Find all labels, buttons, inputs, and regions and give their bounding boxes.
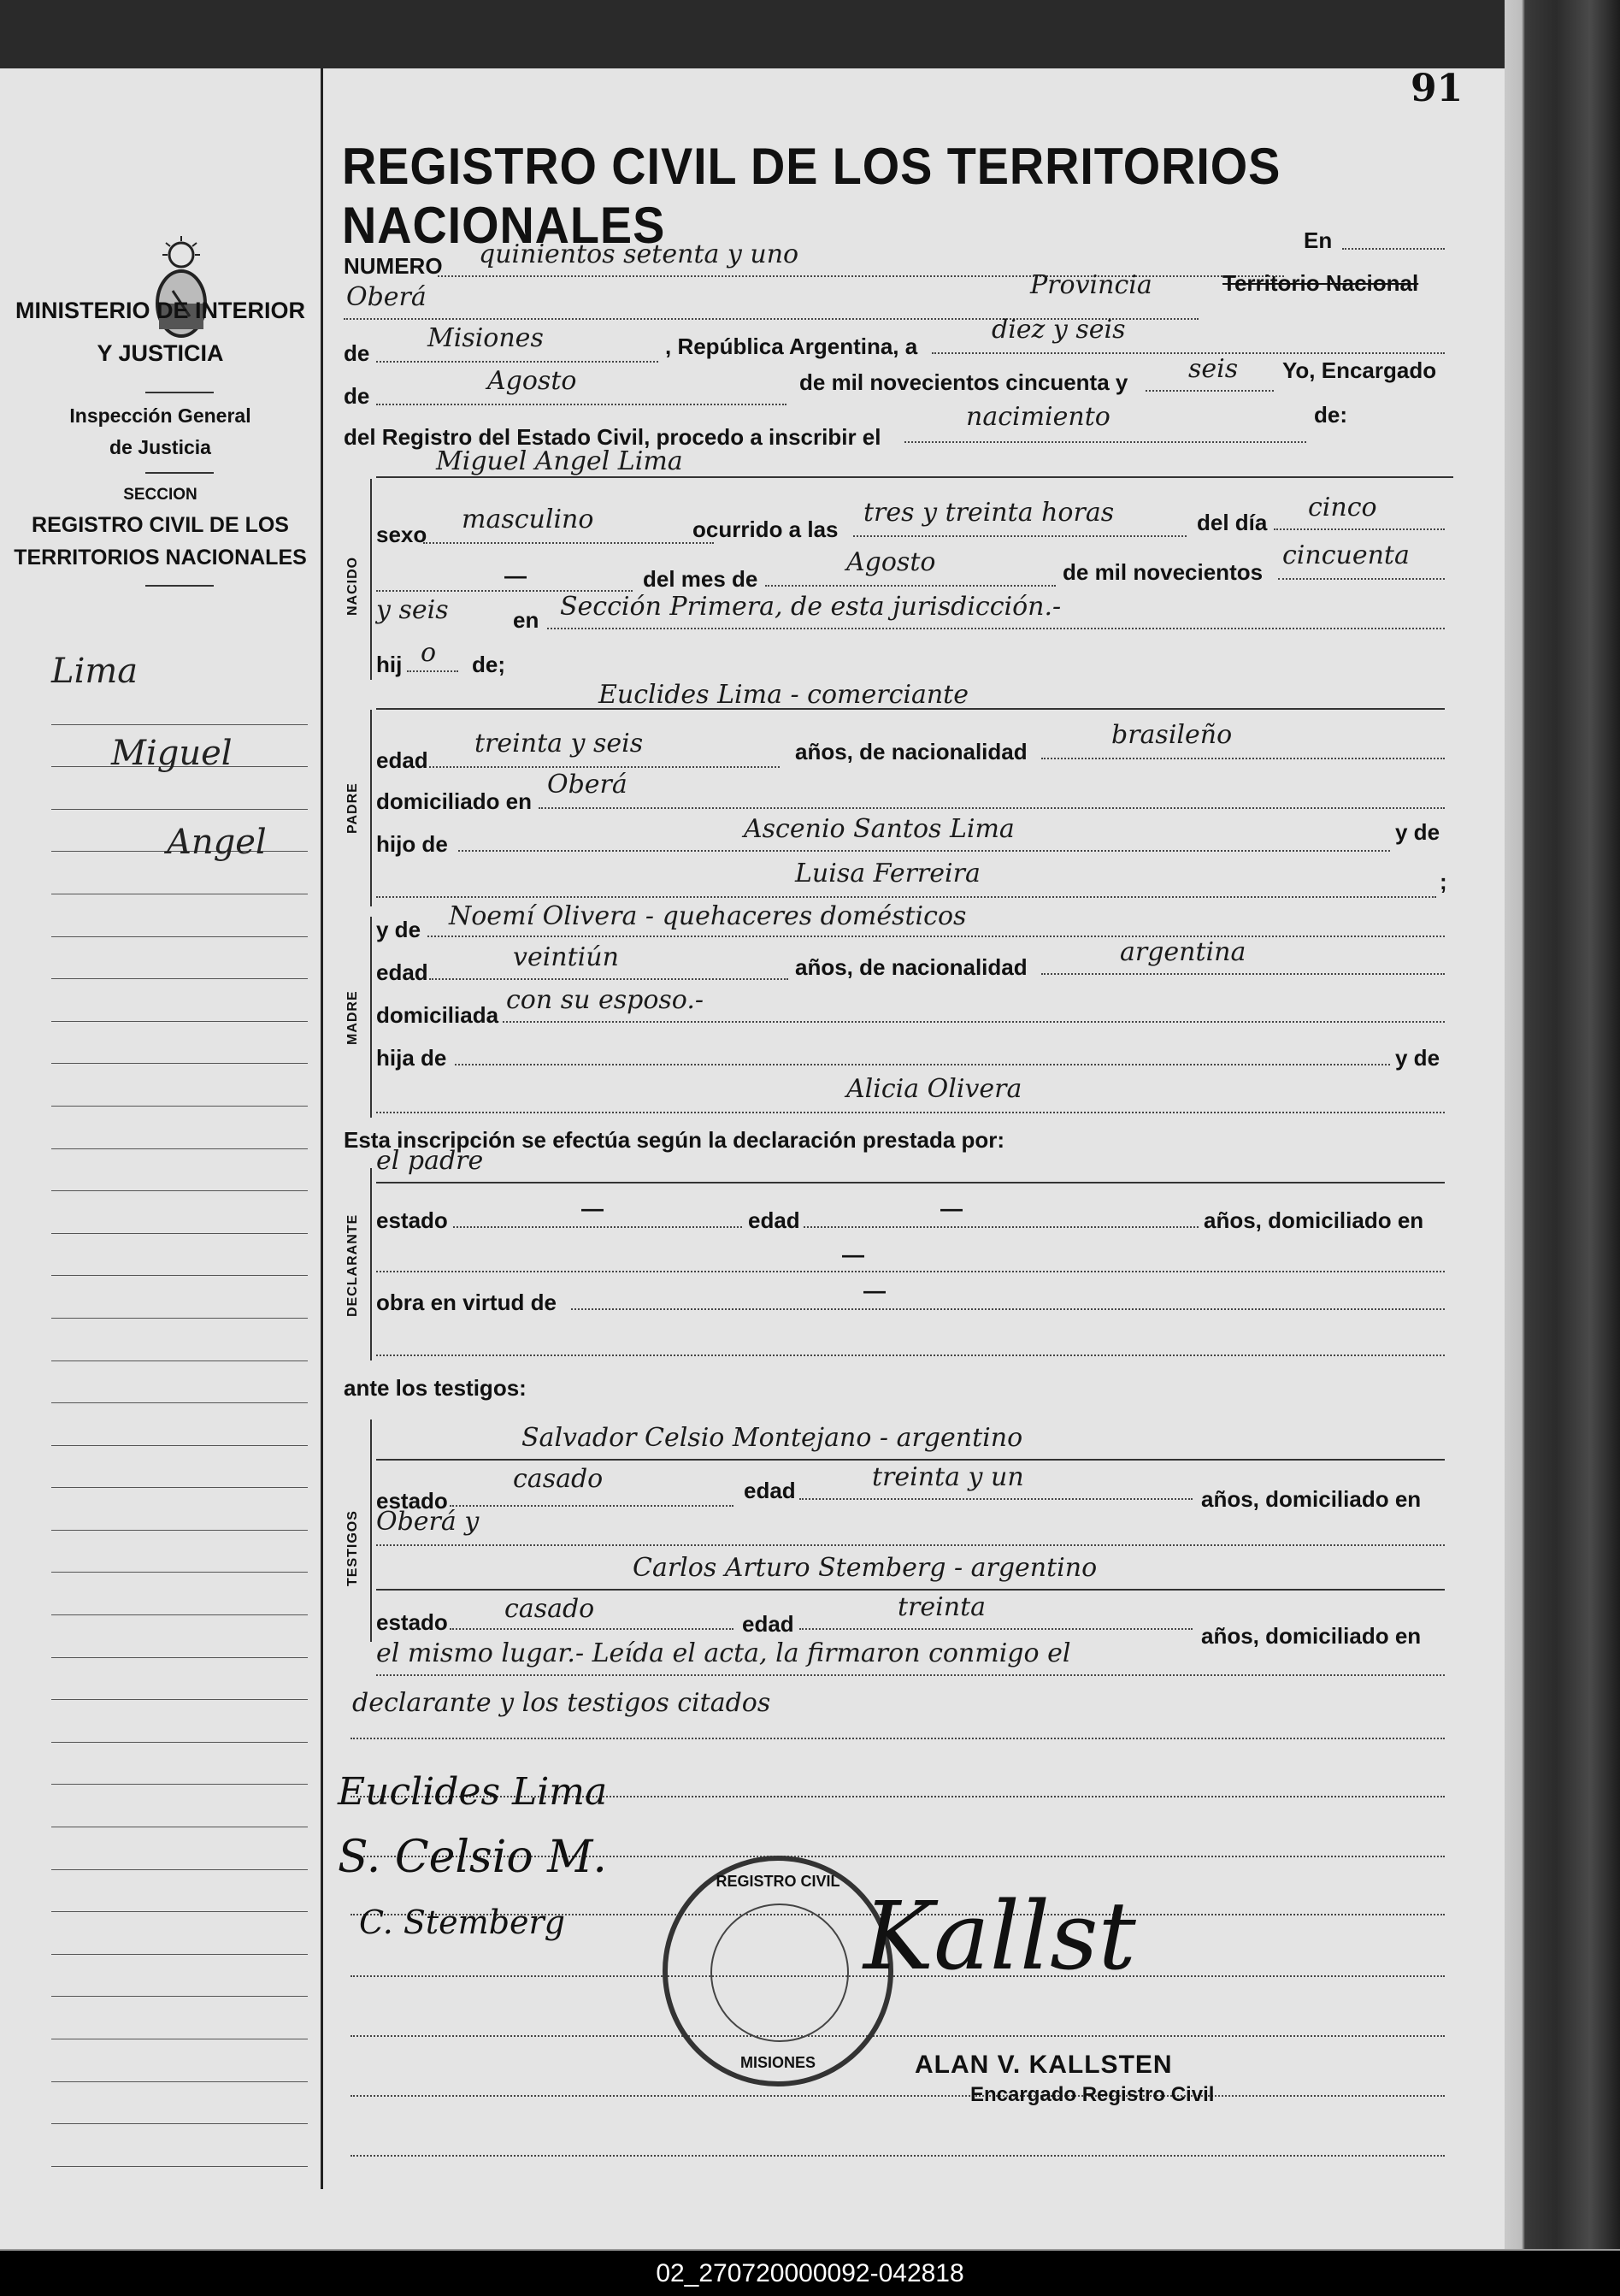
mother-name-value: Noemí Olivera - quehaceres domésticos (449, 901, 967, 931)
month-value: Agosto (487, 366, 577, 396)
fill-line (429, 978, 788, 980)
province-value: Misiones (427, 323, 544, 353)
anio-value-2: y seis (376, 595, 449, 625)
fill-line (1278, 578, 1445, 580)
republica-label: , República Argentina, a (665, 333, 918, 359)
madre-bracket (370, 917, 372, 1118)
margin-surname: Lima (51, 652, 138, 691)
hij-de-label: de; (472, 652, 505, 677)
fill-line (423, 542, 714, 544)
sexo-label: sexo (376, 522, 427, 547)
domiciliado-label: años, domiciliado en (1201, 1486, 1422, 1512)
hij-value: o (421, 638, 437, 668)
fill-line (1342, 248, 1445, 250)
de-label: de (344, 383, 370, 409)
y-de-label: y de (1395, 1045, 1440, 1071)
ministry-label-2: Y JUSTICIA (97, 340, 224, 366)
fill-line (458, 850, 1390, 852)
anio-value: cincuenta (1282, 540, 1410, 570)
edad-dash: — (940, 1195, 963, 1221)
fill-line (904, 441, 1306, 443)
fill-line (376, 404, 786, 405)
testigos-side-label: TESTIGOS (345, 1510, 360, 1586)
father-dom-value: Oberá (547, 770, 627, 800)
fill-line (427, 936, 1445, 937)
witness2-edad-value: treinta (898, 1592, 987, 1622)
y-de-label: y de (376, 917, 421, 942)
seal-bottom-text: MISIONES (739, 2054, 816, 2071)
witness1-edad-value: treinta y un (872, 1462, 1024, 1492)
fill-line (853, 535, 1187, 537)
nacido-bracket (370, 479, 372, 680)
semicolon: ; (1440, 869, 1447, 894)
name-line (376, 1459, 1445, 1461)
declarante-bracket (370, 1168, 372, 1360)
signature-witness-2: C. Stemberg (359, 1903, 566, 1941)
margin-name-2: Angel (167, 823, 267, 862)
year-value: seis (1188, 354, 1239, 384)
inspection-label: Inspección General (69, 404, 251, 427)
place-value: Oberá (346, 282, 427, 312)
closing-line-2: declarante y los testigos citados (352, 1688, 771, 1718)
dom-dash: — (842, 1242, 864, 1267)
nacido-side-label: NACIDO (345, 556, 360, 616)
name-line (376, 1589, 1445, 1591)
obra-label: obra en virtud de (376, 1290, 557, 1315)
mes-value: Agosto (846, 547, 936, 577)
fill-line (376, 1674, 1445, 1676)
page-title: REGISTRO CIVIL DE LOS TERRITORIOS NACIONALES (342, 138, 1281, 254)
fill-line (438, 275, 1284, 277)
fill-line (799, 1498, 1193, 1500)
grandfather-value: Ascenio Santos Lima (744, 814, 1015, 844)
padre-bracket (370, 710, 372, 906)
signature-witness-1: S. Celsio M. (338, 1832, 607, 1883)
lugar-en-label: en (513, 607, 539, 633)
nacionalidad-label: años, de nacionalidad (795, 739, 1028, 764)
fill-line (804, 1226, 1199, 1228)
en-label: En (1304, 227, 1333, 253)
ruled-line (351, 2155, 1445, 2157)
fill-line (407, 670, 458, 672)
mil-novecientos-label: de mil novecientos (1063, 559, 1264, 585)
name-line (376, 1182, 1445, 1183)
fill-line (1146, 390, 1274, 392)
left-rule (145, 472, 214, 474)
numero-value: quinientos setenta y uno (479, 239, 799, 269)
fill-line (799, 1628, 1193, 1630)
witness2-estado-value: casado (504, 1594, 595, 1624)
territorio-label: Territorio Nacional (1222, 270, 1419, 296)
madre-side-label: MADRE (345, 990, 360, 1045)
numero-label: NUMERO (344, 253, 443, 279)
declarante-value: el padre (376, 1146, 484, 1176)
hora-value: tres y treinta horas (863, 498, 1115, 528)
fill-line (1041, 758, 1445, 759)
testigos-label: ante los testigos: (344, 1375, 527, 1401)
margin-ruled-lines (51, 682, 308, 2167)
ruled-line (351, 2095, 1445, 2097)
year-label: de mil novecientos cincuenta y (799, 369, 1128, 395)
edad-label: edad (744, 1478, 796, 1503)
domiciliada-label: domiciliada (376, 1002, 499, 1028)
page-number: 91 (1411, 67, 1464, 110)
fill-line (503, 1021, 1445, 1023)
scan-filename: 02_270720000092-042818 (0, 2251, 1620, 2296)
fill-line (539, 807, 1445, 809)
domiciliado-label: domiciliado en (376, 788, 533, 814)
domiciliado-label: años, domiciliado en (1201, 1623, 1422, 1649)
fill-line (351, 1738, 1445, 1739)
fill-line (547, 628, 1445, 629)
father-edad-value: treinta y seis (474, 729, 644, 758)
seal-emblem (710, 1903, 849, 2042)
nacionalidad-label: años, de nacionalidad (795, 954, 1028, 980)
official-seal (663, 1856, 893, 2086)
estado-label: estado (376, 1488, 448, 1514)
fill-line (1041, 973, 1445, 975)
edad-label: edad (742, 1611, 794, 1637)
grandmother-value: Luisa Ferreira (795, 859, 981, 888)
book-spine (1505, 0, 1620, 2249)
declarante-side-label: DECLARANTE (345, 1213, 360, 1317)
sexo-value: masculino (462, 505, 594, 534)
lugar-value: Sección Primera, de esta jurisdicción.- (560, 592, 1062, 622)
provincia-value: Provincia (1030, 270, 1152, 300)
signature-officer: Kallst (863, 1881, 1136, 1991)
inscripcion-label: Esta inscripción se efectúa según la declaración prestada por: (344, 1127, 1005, 1153)
witness1-dom-value: Oberá y (376, 1507, 480, 1537)
testigos-bracket (370, 1420, 372, 1642)
fill-line (376, 1271, 1445, 1272)
coat-of-arms-icon (154, 231, 209, 342)
hija-de-label: hija de (376, 1045, 447, 1071)
registro-label: del Registro del Estado Civil, procedo a inscribir el (344, 424, 881, 450)
dia-dash: — (504, 563, 527, 588)
fill-line (376, 1355, 1445, 1356)
name-line (376, 476, 1453, 478)
de-colon-label: de: (1314, 402, 1347, 428)
mother-edad-value: veintiún (513, 942, 619, 972)
dia-label: del día (1197, 510, 1268, 535)
estado-label: estado (376, 1609, 448, 1635)
day-value: diez y seis (992, 315, 1126, 345)
edad-label: edad (376, 747, 428, 773)
fill-line (376, 896, 1436, 898)
left-rule (145, 585, 214, 587)
hij-label: hij (376, 652, 403, 677)
child-name-value: Miguel Angel Lima (436, 446, 683, 476)
fill-line (453, 1226, 742, 1228)
seal-top-text: REGISTRO CIVIL (716, 1873, 840, 1890)
fill-line (765, 585, 1056, 587)
margin-name-1: Miguel (111, 734, 233, 773)
dia-value: cinco (1308, 493, 1377, 522)
officer-title: Encargado Registro Civil (970, 2083, 1215, 2106)
father-name-value: Euclides Lima - comerciante (598, 680, 969, 710)
father-nac-value: brasileño (1111, 720, 1233, 750)
de-label: de (344, 340, 370, 366)
mes-label: del mes de (643, 566, 758, 592)
mother-nac-value: argentina (1120, 937, 1246, 967)
inspection-label-2: de Justicia (109, 436, 211, 458)
fill-line (450, 1505, 733, 1507)
fill-line (450, 1628, 733, 1630)
encargado-label: Yo, Encargado (1282, 357, 1437, 383)
section-label: SECCION (123, 486, 197, 504)
hijo-de-label: hijo de (376, 831, 448, 857)
fill-line (1274, 528, 1445, 530)
ocurrido-label: ocurrido a las (692, 516, 839, 542)
fill-line (376, 1544, 1445, 1546)
left-rule (145, 392, 214, 393)
fill-line (376, 1112, 1445, 1113)
officer-name: ALAN V. KALLSTEN (915, 2051, 1173, 2079)
witness2-value: Carlos Arturo Stemberg - argentino (633, 1553, 1098, 1583)
edad-label: edad (376, 959, 428, 985)
fill-line (455, 1064, 1390, 1065)
witness1-value: Salvador Celsio Montejano - argentino (521, 1423, 1023, 1453)
column-divider (321, 68, 323, 2189)
estado-label: estado (376, 1207, 448, 1233)
acto-value: nacimiento (966, 402, 1110, 432)
signature-declarante: Euclides Lima (338, 1770, 608, 1814)
ruled-line (351, 2035, 1445, 2037)
obra-dash: — (863, 1278, 886, 1303)
maternal-grandmother-value: Alicia Olivera (846, 1074, 1022, 1104)
fill-line (571, 1308, 1445, 1310)
registry-label-2: TERRITORIOS NACIONALES (14, 546, 307, 570)
domiciliado-label: años, domiciliado en (1204, 1207, 1424, 1233)
closing-line-1: el mismo lugar.- Leída el acta, la firmaron conmigo el (376, 1638, 1071, 1668)
padre-side-label: PADRE (345, 782, 360, 834)
ministry-label: MINISTERIO DE INTERIOR (15, 298, 306, 323)
registry-label: REGISTRO CIVIL DE LOS (32, 513, 289, 537)
edad-label: edad (748, 1207, 800, 1233)
scan-top-border (0, 0, 1620, 68)
y-de-label: y de (1395, 819, 1440, 845)
fill-line (429, 766, 780, 768)
fill-line (376, 361, 658, 363)
mother-dom-value: con su esposo.- (506, 985, 704, 1015)
witness1-estado-value: casado (513, 1464, 604, 1494)
estado-dash: — (581, 1195, 604, 1221)
